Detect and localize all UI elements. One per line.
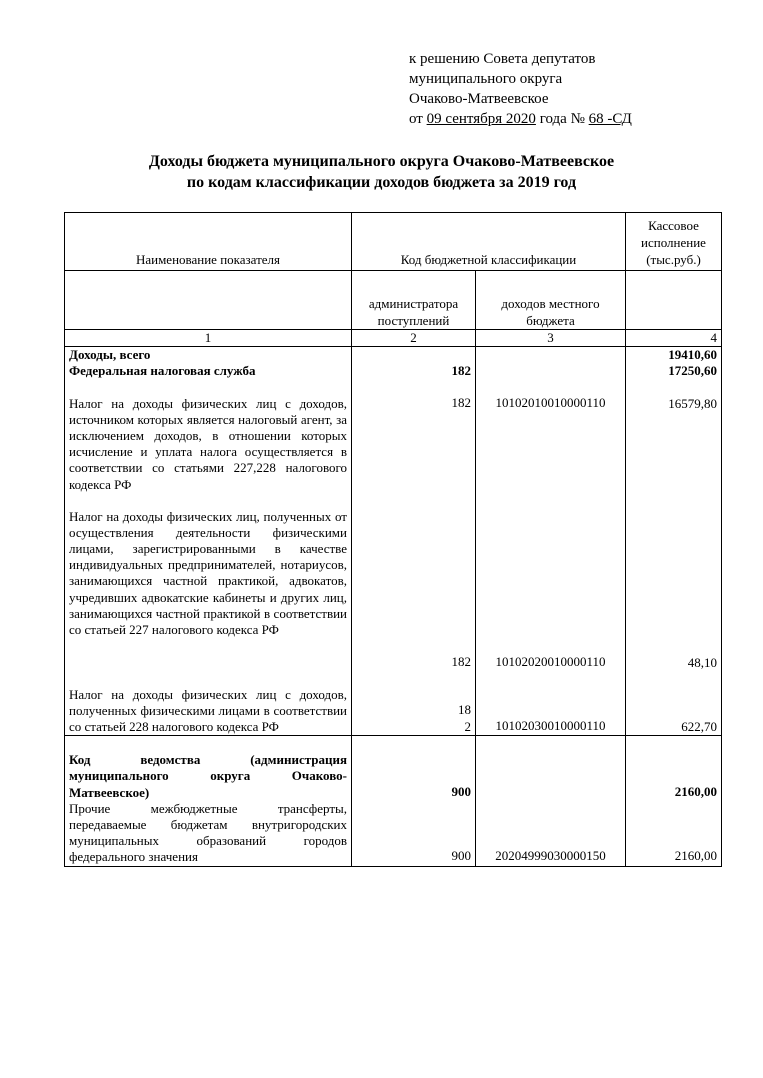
item-3-admin-b: 2 — [464, 718, 471, 734]
header-admin: администратора поступлений — [352, 271, 476, 330]
header-code: Код бюджетной классификации — [352, 213, 626, 271]
document-title — [0, 151, 763, 193]
decision-date: 09 сентября 2020 — [426, 111, 536, 127]
transfer-code: 20204999030000150 — [495, 848, 606, 864]
body-row-fns — [65, 347, 722, 736]
attachment-line-4 — [409, 109, 632, 129]
fns-label: Федеральная налоговая служба — [69, 363, 256, 379]
header-empty — [65, 271, 352, 330]
item-2-code: 10102020010000110 — [495, 654, 606, 670]
header-empty-2 — [626, 271, 722, 330]
item-2-amount: 48,10 — [687, 654, 717, 670]
col-number-4: 4 — [626, 330, 722, 347]
col-number-3: 3 — [476, 330, 626, 347]
item-3-amount: 622,70 — [681, 718, 717, 734]
attachment-line-3: Очаково-Матвеевское — [409, 91, 549, 107]
item-3-admin-a: 18 — [458, 702, 471, 718]
total-label: Доходы, всего — [69, 347, 151, 363]
item-3-code: 10102030010000110 — [495, 718, 606, 734]
dept-code-cell — [476, 736, 626, 866]
item-1-code: 10102010010000110 — [495, 395, 606, 411]
attachment-mid: года № — [535, 111, 589, 127]
fns-amount: 17250,60 — [668, 363, 717, 379]
attachment-prefix: от — [409, 111, 427, 127]
attachment-note — [409, 49, 632, 129]
names-cell — [65, 347, 352, 736]
dept-label: Код ведомства (администрация муниципального округа Очаково-Матвеевское) — [69, 752, 347, 800]
col-number-2: 2 — [352, 330, 476, 347]
header-row-1 — [65, 213, 722, 271]
item-1-amount: 16579,80 — [668, 395, 717, 411]
body-row-dept — [65, 736, 722, 866]
transfer-amount: 2160,00 — [674, 848, 717, 864]
item-1-admin: 182 — [451, 395, 471, 411]
dept-amount-cell — [626, 736, 722, 866]
item-3-name: Налог на доходы физических лиц с доходов, полученных физическими лицами в соответствии со статьей 228 налогового кодекса РФ — [69, 686, 347, 735]
attachment-line-2: муниципального округа — [409, 71, 563, 87]
dept-names-cell — [65, 736, 352, 866]
decision-number: 68 -СД — [588, 111, 632, 127]
attachment-line-1: к решению Совета депутатов — [409, 51, 596, 67]
col-number-row — [65, 330, 722, 347]
income-table — [64, 212, 722, 867]
col-number-1: 1 — [65, 330, 352, 347]
amount-cell — [626, 347, 722, 736]
item-2-name: Налог на доходы физических лиц, полученных от осуществления деятельности физическими лицами, зарегистрированными в качестве индивидуальных предпринимателей, нотариусов, занимающихся частной практикой, адвокатов, учредивших адвокатские кабинеты и других лиц, занимающихся частной практикой в соответствии со статьей 227 налогового кодекса РФ — [69, 508, 347, 638]
dept-admin: 900 — [451, 784, 471, 800]
title-line-1: Доходы бюджета муниципального округа Очаково-Матвеевское — [148, 153, 615, 170]
item-2-admin: 182 — [451, 654, 471, 670]
header-row-2 — [65, 271, 722, 330]
fns-admin: 182 — [451, 363, 471, 379]
dept-admin-cell — [352, 736, 476, 866]
code-cell — [476, 347, 626, 736]
header-amount: Кассовое исполнение (тыс.руб.) — [626, 213, 722, 271]
title-line-2: по кодам классификации доходов бюджета за 2019 год — [186, 174, 577, 191]
transfer-name: Прочие межбюджетные трансферты, передаваемые бюджетам внутригородских муниципальных образований городов федерального значения — [69, 800, 347, 865]
header-name: Наименование показателя — [65, 213, 352, 271]
total-amount: 19410,60 — [668, 347, 717, 363]
item-1-name: Налог на доходы физических лиц с доходов, источником которых является налоговый агент, за исключением доходов, в отношении которых исчисление и уплата налога осуществляется в соответствии со статьями 227,228 налогового кодекса РФ — [69, 395, 347, 492]
header-local: доходов местного бюджета — [476, 271, 626, 330]
transfer-admin: 900 — [451, 848, 471, 864]
dept-amount: 2160,00 — [674, 784, 717, 800]
admin-cell — [352, 347, 476, 736]
